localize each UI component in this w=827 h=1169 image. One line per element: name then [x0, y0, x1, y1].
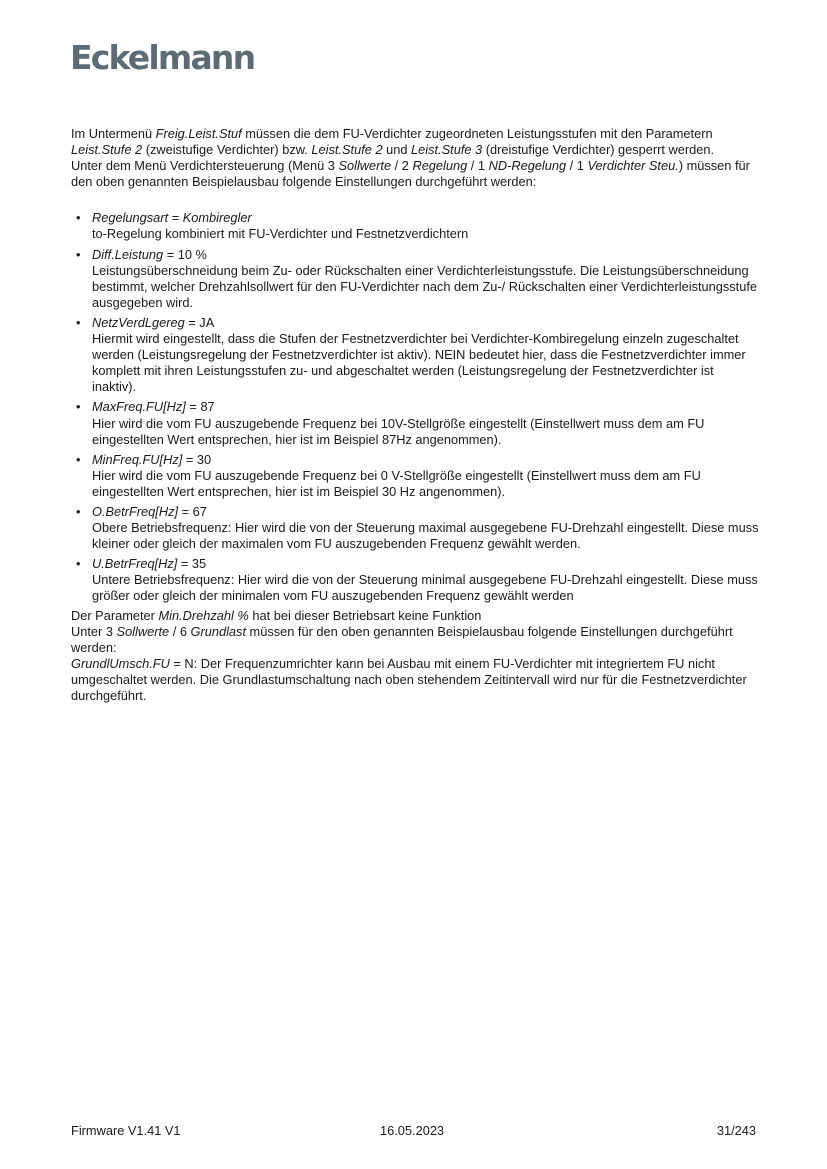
- parameter-name: MaxFreq.FU[Hz]: [92, 399, 186, 415]
- list-item: [71, 315, 761, 395]
- parameter-name: U.BetrFreq[Hz]: [92, 556, 178, 572]
- footer-firmware-version: Firmware V1.41 V1: [71, 1123, 181, 1138]
- document-body: [71, 126, 761, 704]
- settings-list: [71, 210, 761, 604]
- list-item: [71, 399, 761, 447]
- bullet-icon: •: [76, 451, 81, 467]
- parameter-value: = JA: [184, 314, 215, 330]
- list-item: [71, 556, 761, 604]
- bullet-icon: •: [76, 556, 81, 572]
- parameter-description: Hier wird die vom FU auszugebende Frequenz bei 10V-Stellgröße eingestellt (Einstellwert muss dem am FU eingestellten Wert entsprechen, hier ist im Beispiel 87Hz angenommen).: [92, 415, 705, 447]
- intro-paragraph-1: Im Untermenü Freig.Leist.Stuf müssen die dem FU-Verdichter zugeordneten Leistungsstufen mit den Parametern Leist.Stufe 2 (zweistufige Verdichter) bzw. Leist.Stufe 2 und Leist.Stufe 3 (dreistufige Verdichter) gesperrt werden.: [71, 126, 715, 158]
- footer-page-number: 31/243: [716, 1123, 756, 1138]
- parameter-value: = 87: [185, 399, 215, 415]
- outro-paragraph-2: Unter 3 Sollwerte / 6 Grundlast müssen für den oben genannten Beispielausbau folgende Einstellungen durchgeführt werden:: [71, 623, 733, 655]
- bullet-icon: •: [76, 210, 81, 226]
- outro-paragraph-1: Der Parameter Min.Drehzahl % hat bei dieser Betriebsart keine Funktion: [71, 607, 482, 623]
- parameter-value: = 35: [177, 556, 207, 572]
- parameter-name: MinFreq.FU[Hz]: [92, 451, 183, 467]
- parameter-description: Hiermit wird eingestellt, dass die Stufen der Festnetzverdichter bei Verdichter-Kombiregelung einzeln zugeschaltet werden (Leistungsregelung der Festnetzverdichter ist aktiv). NEIN bedeutet hier, dass die Festnetzverdichter immer komplett mit ihren Leistungsstufen zu- und abgeschaltet werden (Leistungsregelung der Festnetzverdichter ist inaktiv).: [92, 331, 746, 395]
- parameter-name: Regelungsart = Kombiregler: [92, 210, 252, 226]
- intro-paragraph-2: Unter dem Menü Verdichtersteuerung (Menü 3 Sollwerte / 2 Regelung / 1 ND-Regelung / 1 Verdichter Steu.) müssen für den oben genannten Beispielausbau folgende Einstellungen durchgeführt werden:: [71, 158, 750, 190]
- parameter-value: = 67: [178, 503, 207, 519]
- parameter-name: O.BetrFreq[Hz]: [92, 503, 179, 519]
- parameter-description: Obere Betriebsfrequenz: Hier wird die von der Steuerung maximal ausgegebene FU-Drehzahl eingestellt. Diese muss kleiner oder gleich der maximalen vom FU auszugebenden Frequenz gewählt werden.: [92, 520, 759, 552]
- bullet-icon: •: [76, 503, 81, 519]
- list-item: [71, 247, 761, 311]
- parameter-description: Hier wird die vom FU auszugebende Frequenz bei 0 V-Stellgröße eingestellt (Einstellwert muss dem am FU eingestellten Wert entsprechen, hier ist im Beispiel 30 Hz angenommen).: [92, 467, 701, 499]
- parameter-description: to-Regelung kombiniert mit FU-Verdichter und Festnetzverdichtern: [92, 226, 469, 242]
- parameter-name: Diff.Leistung: [92, 246, 164, 262]
- eckelmann-logo: Eckelmann: [70, 38, 255, 77]
- parameter-value: = 10 %: [163, 246, 207, 262]
- outro-paragraph-3: GrundlUmsch.FU = N: Der Frequenzumrichter kann bei Ausbau mit einem FU-Verdichter mit integriertem FU nicht umgeschaltet werden. Die Grundlastumschaltung nach oben stehendem Zeitintervall wird nur für die Festnetzverdichter durchgeführt.: [71, 655, 747, 703]
- list-item: [71, 452, 761, 500]
- parameter-name: NetzVerdLgereg: [92, 314, 185, 330]
- footer-date: 16.05.2023: [380, 1123, 445, 1138]
- parameter-value: = 30: [182, 451, 212, 467]
- bullet-icon: •: [76, 246, 81, 262]
- parameter-description: Untere Betriebsfrequenz: Hier wird die von der Steuerung minimal ausgegebene FU-Drehzahl eingestellt. Diese muss größer oder gleich der minimalen vom FU auszugebenden Frequenz gewählt werden: [92, 572, 758, 604]
- list-item: [71, 504, 761, 552]
- bullet-icon: •: [76, 399, 81, 415]
- list-item: [71, 210, 761, 242]
- bullet-icon: •: [76, 314, 81, 330]
- parameter-description: Leistungsüberschneidung beim Zu- oder Rückschalten einer Verdichterleistungsstufe. Die Leistungsüberschneidung bestimmt, welcher Drehzahlsollwert für den FU-Verdichter nach dem Zu-/ Rückschalten einer Verdichterleistungsstufe ausgegeben wird.: [92, 262, 758, 310]
